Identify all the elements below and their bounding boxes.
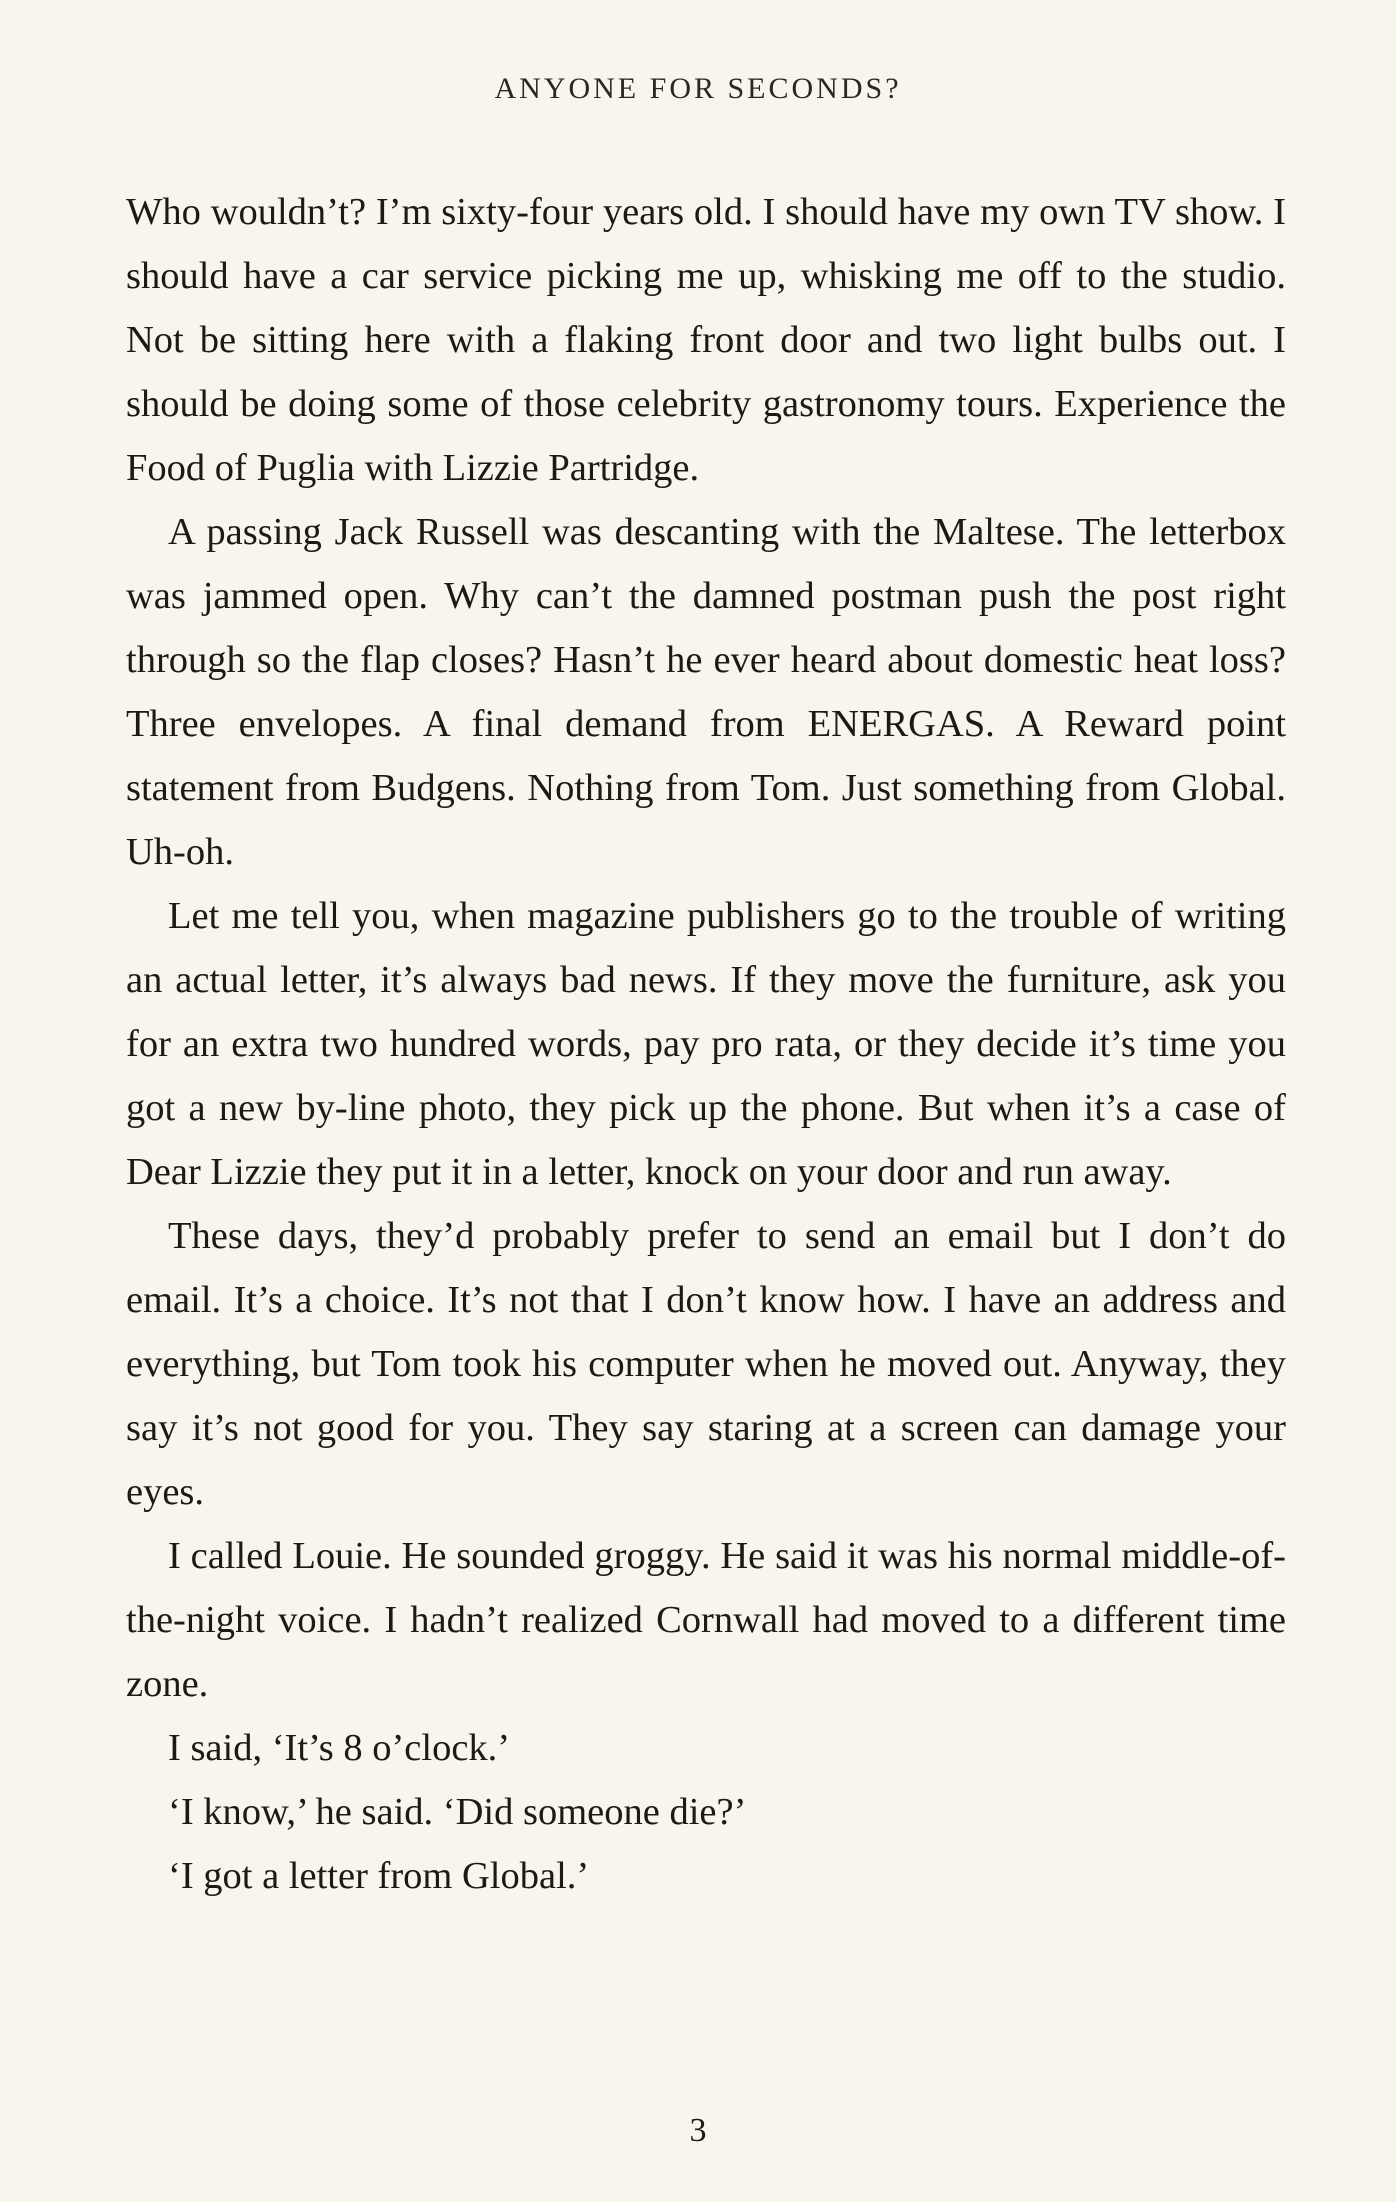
paragraph-8: ‘I got a letter from Global.’	[168, 1855, 590, 1897]
body-text	[126, 180, 1286, 1908]
running-head: ANYONE FOR SECONDS?	[494, 72, 902, 105]
page-number: 3	[689, 2112, 707, 2149]
paragraph-1: Who wouldn’t? I’m sixty-four years old. I should have my own TV show. I should have a car service picking me up, whisking me off to the studio. Not be sitting here with a flaking front door and two light bulbs out. I should be doing some of those celebrity gastronomy tours. Experience the Food of Puglia with Lizzie Partridge.	[126, 191, 1286, 489]
paragraph-7: ‘I know,’ he said. ‘Did someone die?’	[168, 1791, 747, 1833]
paragraph-5: I called Louie. He sounded groggy. He said it was his normal middle-of-the-night voice. I hadn’t realized Cornwall had moved to a different time zone.	[126, 1535, 1286, 1705]
paragraph-4: These days, they’d probably prefer to send an email but I don’t do email. It’s a choice. It’s not that I don’t know how. I have an address and everything, but Tom took his computer when he moved out. Anyway, they say it’s not good for you. They say staring at a screen can damage your eyes.	[126, 1215, 1286, 1513]
paragraph-3: Let me tell you, when magazine publishers go to the trouble of writing an actual letter, it’s always bad news. If they move the furniture, ask you for an extra two hundred words, pay pro rata, or they decide it’s time you got a new by-line photo, they pick up the phone. But when it’s a case of Dear Lizzie they put it in a letter, knock on your door and run away.	[126, 895, 1286, 1193]
paragraph-2: A passing Jack Russell was descanting with the Maltese. The letterbox was jammed open. Why can’t the damned postman push the post right through so the flap closes? Hasn’t he ever heard about domestic heat loss? Three envelopes. A final demand from ENERGAS. A Reward point statement from Budgens. Nothing from Tom. Just something from Global. Uh-oh.	[126, 511, 1286, 873]
paragraph-6: I said, ‘It’s 8 o’clock.’	[168, 1727, 511, 1769]
